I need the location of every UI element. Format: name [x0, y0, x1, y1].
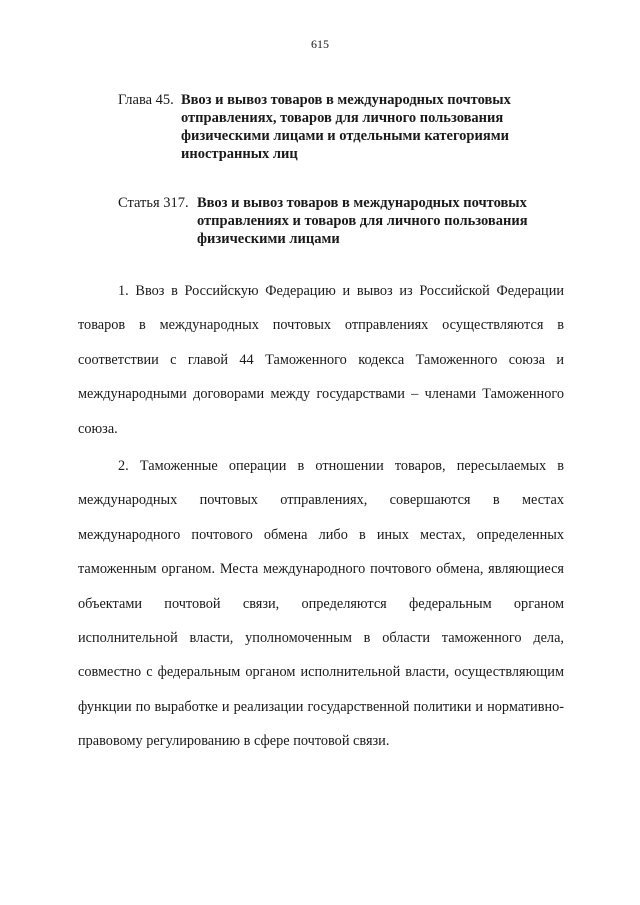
chapter-prefix: Глава 45.: [118, 92, 174, 108]
chapter-title-line: отправлениях, товаров для личного пользования: [181, 110, 504, 126]
article-heading: [118, 194, 578, 248]
body-paragraph-2: 2. Таможенные операции в отношении товаров, пересылаемых в международных почтовых отправлениях, совершаются в местах международного почтового обмена либо в иных местах, определенных таможенным органом. Места международного почтового обмена, являющиеся объектами почтовой связи, определяются федеральным органом исполнительной власти, уполномоченным в области таможенного дела, совместно с федеральным органом исполнительной власти, осуществляющим функции по выработке и реализации государственной политики и нормативно-правовому регулированию в сфере почтовой связи.: [78, 458, 564, 750]
chapter-title-line: иностранных лиц: [181, 146, 298, 162]
chapter-title-line: физическими лицами и отдельными категориями: [181, 128, 509, 144]
chapter-heading: [118, 91, 578, 163]
article-title-line: отправлениях и товаров для личного пользования: [197, 213, 528, 229]
page-number: 615: [311, 37, 329, 51]
article-title-line: Ввоз и вывоз товаров в международных почтовых: [197, 195, 527, 211]
body-paragraph-1: 1. Ввоз в Российскую Федерацию и вывоз из Российской Федерации товаров в международных почтовых отправлениях осуществляются в соответствии с главой 44 Таможенного кодекса Таможенного союза и международными договорами между государствами – членами Таможенного союза.: [78, 283, 564, 437]
article-prefix: Статья 317.: [118, 195, 189, 211]
chapter-title: [118, 91, 578, 163]
article-title-line: физическими лицами: [197, 231, 340, 247]
chapter-title-line: Ввоз и вывоз товаров в международных почтовых: [181, 92, 511, 108]
